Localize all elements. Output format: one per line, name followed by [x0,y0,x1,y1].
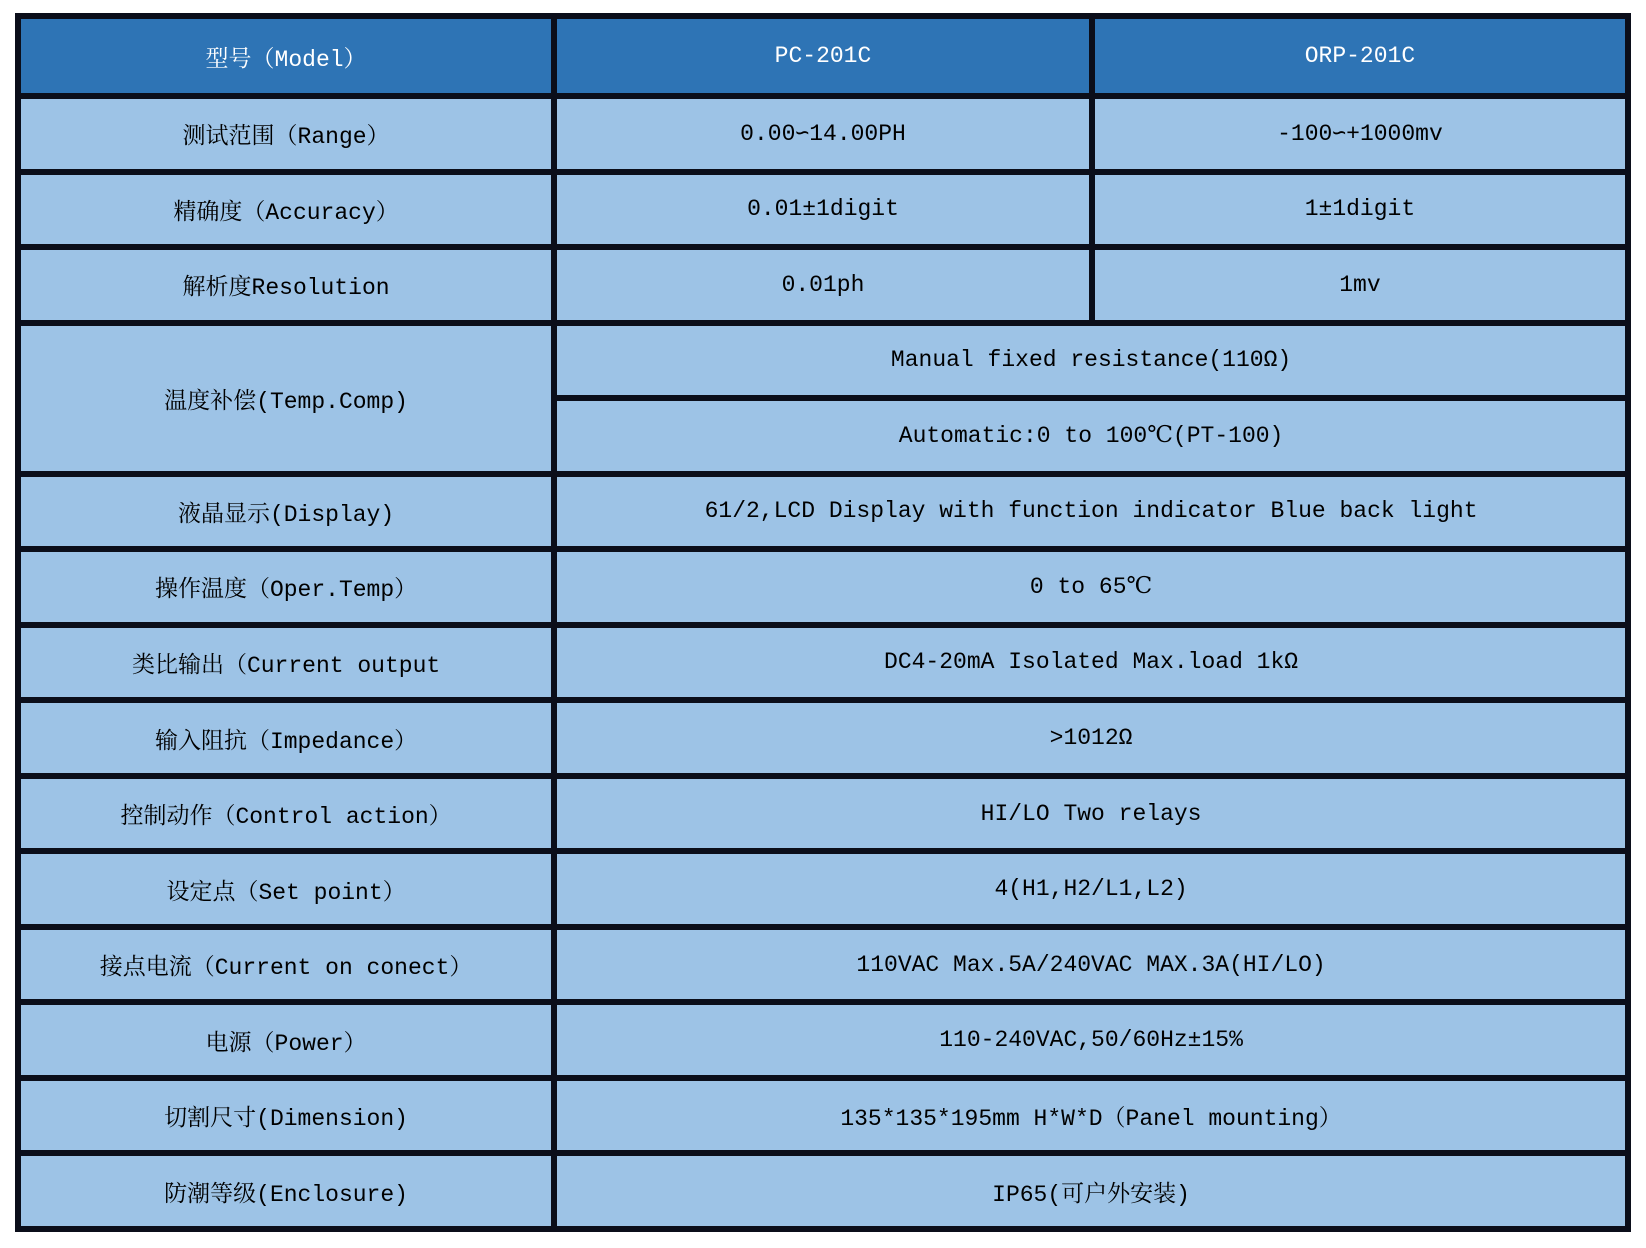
table-row-accuracy [18,172,1628,248]
dimension-label: 切割尺寸(Dimension) [18,1078,554,1154]
table-row-set-point [18,851,1628,927]
range-pc-value: 0.00∽14.00PH [554,96,1092,172]
impedance-label: 输入阻抗（Impedance） [18,700,554,776]
accuracy-orp-value: 1±1digit [1092,172,1628,248]
spec-table [15,13,1631,1232]
accuracy-pc-value: 0.01±1digit [554,172,1092,248]
table-row-power [18,1002,1628,1078]
table-row-resolution [18,247,1628,323]
temp-comp-label: 温度补偿(Temp.Comp) [18,323,554,474]
power-label: 电源（Power） [18,1002,554,1078]
table-row-range [18,96,1628,172]
temp-comp-automatic-value: Automatic:0 to 100℃(PT-100) [554,398,1628,474]
table-row-enclosure [18,1153,1628,1229]
enclosure-label: 防潮等级(Enclosure) [18,1153,554,1229]
spec-table-header [18,16,1628,96]
current-output-label: 类比输出（Current output [18,625,554,701]
table-row-impedance [18,700,1628,776]
accuracy-label: 精确度（Accuracy） [18,172,554,248]
current-output-value: DC4-20mA Isolated Max.load 1kΩ [554,625,1628,701]
oper-temp-value: 0 to 65℃ [554,549,1628,625]
spec-table-body [18,96,1628,1229]
range-orp-value: -100∽+1000mv [1092,96,1628,172]
table-row-current-on-conect [18,927,1628,1003]
oper-temp-label: 操作温度（Oper.Temp） [18,549,554,625]
table-row-current-output [18,625,1628,701]
set-point-label: 设定点（Set point） [18,851,554,927]
dimension-value: 135*135*195mm H*W*D（Panel mounting） [554,1078,1628,1154]
control-action-value: HI/LO Two relays [554,776,1628,852]
table-row-temp-comp-manual [18,323,1628,399]
current-on-conect-label: 接点电流（Current on conect） [18,927,554,1003]
control-action-label: 控制动作（Control action） [18,776,554,852]
header-pc-model: PC-201C [554,16,1092,96]
impedance-value: >1012Ω [554,700,1628,776]
table-row-control-action [18,776,1628,852]
resolution-label: 解析度Resolution [18,247,554,323]
table-row-dimension [18,1078,1628,1154]
header-row [18,16,1628,96]
enclosure-value: IP65(可户外安装) [554,1153,1628,1229]
set-point-value: 4(H1,H2/L1,L2) [554,851,1628,927]
table-row-display [18,474,1628,550]
header-model-label: 型号（Model） [18,16,554,96]
temp-comp-manual-value: Manual fixed resistance(110Ω) [554,323,1628,399]
current-on-conect-value: 110VAC Max.5A/240VAC MAX.3A(HI/LO) [554,927,1628,1003]
resolution-orp-value: 1mv [1092,247,1628,323]
table-row-oper-temp [18,549,1628,625]
display-label: 液晶显示(Display) [18,474,554,550]
resolution-pc-value: 0.01ph [554,247,1092,323]
header-orp-model: ORP-201C [1092,16,1628,96]
range-label: 测试范围（Range） [18,96,554,172]
power-value: 110-240VAC,50/60Hz±15% [554,1002,1628,1078]
display-value: 61/2,LCD Display with function indicator Blue back light [554,474,1628,550]
